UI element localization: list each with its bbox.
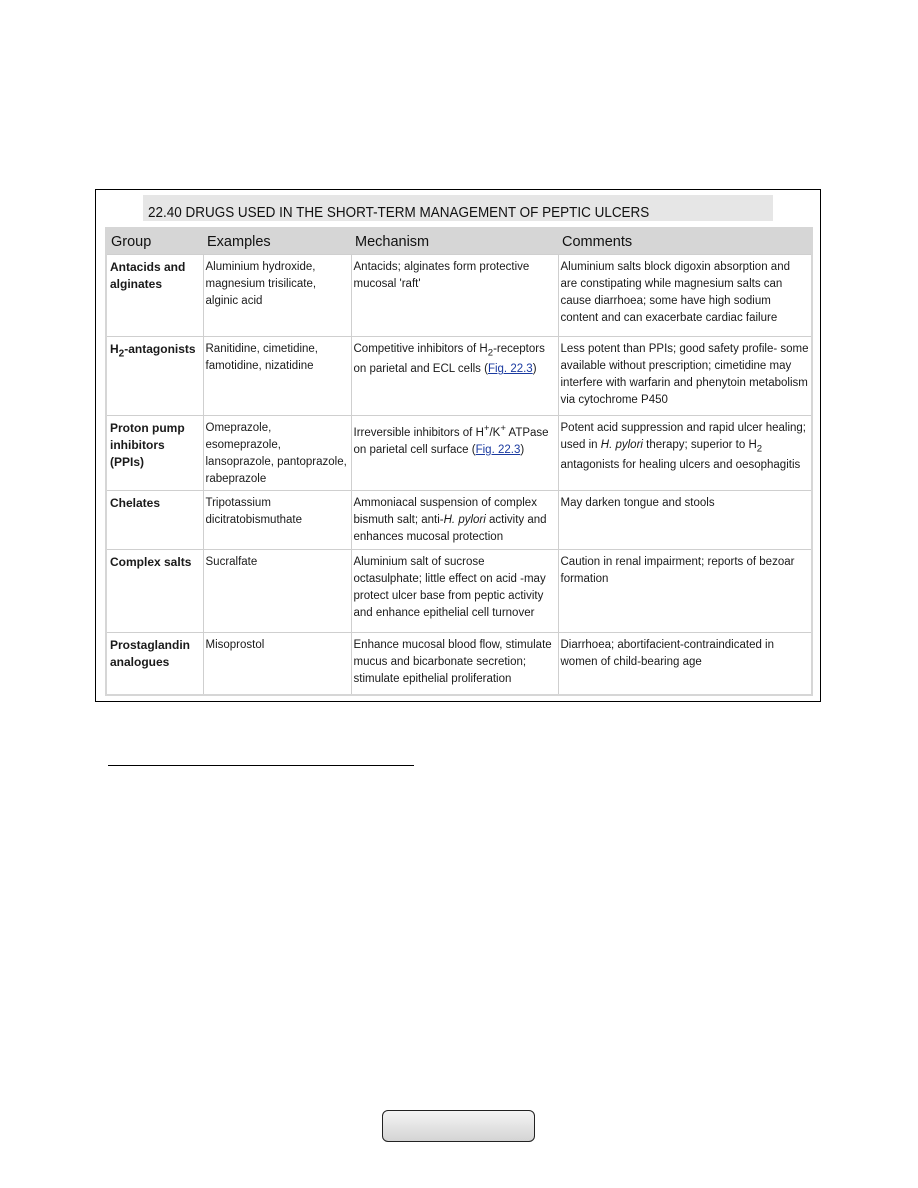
mechanism-cell: Antacids; alginates form protective mucosal 'raft' — [351, 255, 558, 337]
table-row — [106, 633, 812, 695]
drug-table — [105, 227, 813, 696]
comments-cell: Aluminium salts block digoxin absorption and are constipating while magnesium salts can cause diarrhoea; some have high sodium content and can exacerbate cardiac failure — [558, 255, 812, 337]
table-row — [106, 491, 812, 550]
group-cell: Prostaglandin analogues — [106, 633, 203, 695]
table-title: 22.40 DRUGS USED IN THE SHORT-TERM MANAGEMENT OF PEPTIC ULCERS — [148, 205, 650, 221]
mechanism-cell — [351, 491, 558, 550]
fig-22-3-link[interactable]: Fig. 22.3 — [487, 363, 533, 376]
group-cell: Proton pump inhibitors (PPIs) — [106, 416, 203, 491]
comments-cell: May darken tongue and stools — [558, 491, 812, 550]
comments-cell: Less potent than PPIs; good safety profile- some available without prescription; cimetidine may interfere with warfarin and phenytoin metabolism via cytochrome P450 — [558, 337, 812, 416]
italic-text: H. pylori — [600, 439, 643, 451]
examples-cell: Misoprostol — [203, 633, 351, 695]
group-cell: Antacids and alginates — [106, 255, 203, 337]
horizontal-rule — [108, 765, 414, 766]
comments-cell — [558, 416, 812, 491]
header-comments: Comments — [558, 228, 812, 255]
mechanism-text: ATPase on parietal cell surface ( — [353, 426, 549, 456]
mechanism-text: activity and enhances mucosal protection — [353, 514, 547, 543]
italic-text: H. pylori — [443, 514, 486, 526]
comments-text: therapy; superior to H — [642, 439, 757, 451]
mechanism-text: -receptors on parietal and ECL cells ( — [353, 343, 545, 376]
group-cell — [106, 337, 203, 416]
mechanism-text: ) — [532, 363, 537, 376]
group-text: H — [110, 342, 119, 356]
mechanism-text: Ammoniacal suspension of complex bismuth salt; anti- — [353, 497, 537, 526]
mechanism-cell: Enhance mucosal blood flow, stimulate mucus and bicarbonate secretion; stimulate epithelial proliferation — [351, 633, 558, 695]
comments-cell: Diarrhoea; abortifacient-contraindicated in women of child-bearing age — [558, 633, 812, 695]
group-cell: Complex salts — [106, 550, 203, 633]
subscript: 2 — [756, 443, 763, 455]
page-nav-button[interactable] — [382, 1110, 535, 1142]
mechanism-text: ) — [520, 443, 525, 456]
table-row — [106, 337, 812, 416]
group-cell: Chelates — [106, 491, 203, 550]
examples-cell: Tripotassium dicitratobismuthate — [203, 491, 351, 550]
header-group: Group — [106, 228, 203, 255]
group-text: -antagonists — [124, 342, 196, 356]
examples-cell: Aluminium hydroxide, magnesium trisilicate, alginic acid — [203, 255, 351, 337]
subscript: 2 — [118, 348, 125, 360]
mechanism-cell — [351, 337, 558, 416]
mechanism-cell — [351, 416, 558, 491]
superscript: + — [500, 423, 506, 434]
comments-cell: Caution in renal impairment; reports of bezoar formation — [558, 550, 812, 633]
examples-cell: Omeprazole, esomeprazole, lansoprazole, pantoprazole, rabeprazole — [203, 416, 351, 491]
table-figure-frame — [95, 189, 821, 702]
examples-cell: Ranitidine, cimetidine, famotidine, nizatidine — [203, 337, 351, 416]
header-examples: Examples — [203, 228, 351, 255]
mechanism-text: /K — [489, 426, 501, 439]
comments-text: antagonists for healing ulcers and oesophagitis — [560, 459, 801, 472]
mechanism-text: Irreversible inhibitors of H — [353, 426, 484, 439]
superscript: + — [483, 423, 490, 434]
table-row — [106, 550, 812, 633]
table-row — [106, 416, 812, 491]
table-header-row — [106, 228, 812, 255]
fig-22-3-link[interactable]: Fig. 22.3 — [475, 443, 521, 456]
header-mechanism: Mechanism — [351, 228, 558, 255]
mechanism-text: Competitive inhibitors of H — [353, 343, 488, 355]
examples-cell: Sucralfate — [203, 550, 351, 633]
subscript: 2 — [487, 347, 494, 359]
table-row — [106, 255, 812, 337]
mechanism-cell: Aluminium salt of sucrose octasulphate; little effect on acid -may protect ulcer base from peptic activity and enhance epithelial cell turnover — [351, 550, 558, 633]
comments-text: Potent acid suppression and rapid ulcer healing; used in — [560, 422, 806, 451]
